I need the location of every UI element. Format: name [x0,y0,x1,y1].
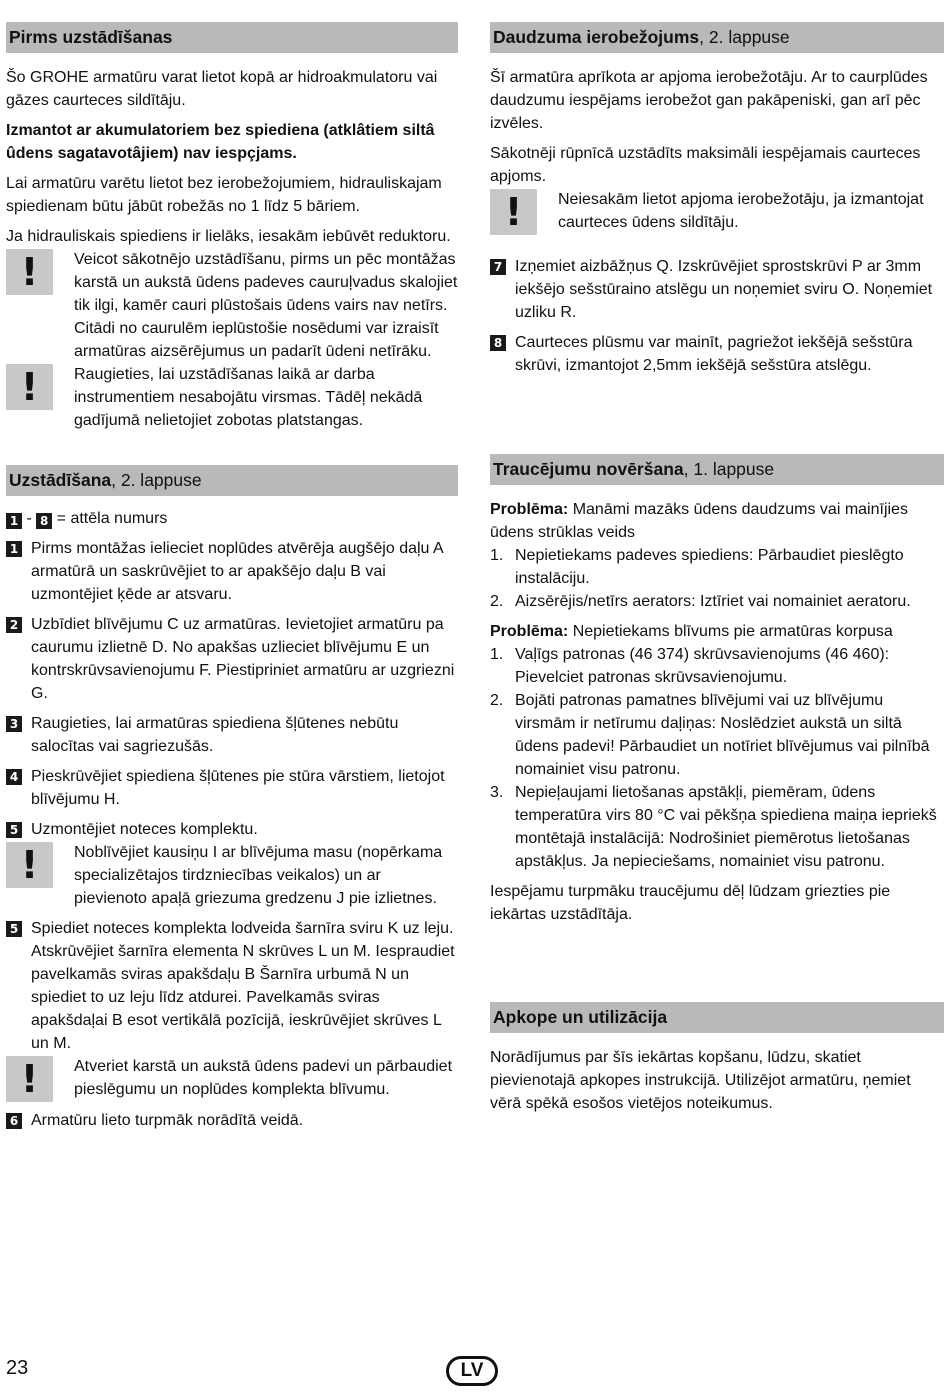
legend-separator: - [22,510,37,527]
problem-text: Manāmi mazāks ūdens daudzums vai mainījies ūdens strūklas veids [490,501,908,541]
step-text: Raugieties, lai armatūras spiediena šļūtenes nebūtu salocītas vai sagriezušās. [31,715,399,755]
step-text: Uzmontējiet noteces komplektu. [31,821,258,838]
list-item-number: 2. [490,692,504,709]
section-title: Apkope un utilizācija [493,1007,668,1027]
section-header-install [6,465,458,496]
warning-text: Atveriet karstā un aukstā ūdens padevi un pārbaudiet pieslēgumu un noplūdes komplekta blīvumu. [74,1058,453,1098]
page-number: 23 [6,1357,29,1379]
step-badge: 2 [6,617,22,633]
list-item [490,643,944,689]
warning-note [6,363,458,432]
install-step [6,1109,458,1132]
section-title-page: , 2. lappuse [699,27,790,47]
paragraph: Šī armatūra aprīkota ar apjoma ierobežotāju. Ar to caurplūdes daudzumu iespējams ierobežot gan pakāpeniski, gan arī pēc izvēles. [490,69,928,132]
warning-text: Noblīvējiet kausiņu I ar blīvējuma masu (nopērkama specializētajos tirdzniecības veikalos) un ar pievienoto apaļā griezuma gredzenu J pie izlietnes. [74,844,443,907]
section-title-page: , 2. lappuse [111,470,202,490]
section-header-troubleshooting [490,454,944,485]
step-text: Armatūru lieto turpmāk norādītā veidā. [31,1112,304,1129]
step-badge: 5 [6,822,22,838]
warning-note [6,1055,458,1102]
warning-text: Veicot sākotnējo uzstādīšanu, pirms un pēc montāžas karstā un aukstā ūdens padeves cauruļvadus skalojiet tik ilgi, kamēr cauri plūstošais ūdens vairs nav netīrs. Citādi no caurulēm ieplūstošie nosēdumi var izraisīt armatūras aizsērējumus un padarīt ūdeni netīrāku. [74,251,458,360]
figure-legend [6,507,458,530]
install-step [6,818,458,841]
section-title: Pirms uzstādīšanas [9,27,173,47]
step-badge: 5 [6,921,22,937]
exclamation-warning-icon: ! [6,842,53,888]
list-item-text: Nepieļaujami lietošanas apstākļi, piemēram, ūdens temperatūra virs 80 °C vai pēkšņa spiediena maiņa iepriekš montētajā instalācijā: Nodrošiniet piemērotus lietošanas apstākļus. Ja nepieciešams, nomainiet visu patronu. [515,784,937,870]
list-item [490,590,944,613]
problem-label: Problēma: [490,501,569,518]
step-badge: 3 [6,716,22,732]
warning-note [6,248,458,363]
step-text: Pirms montāžas ielieciet noplūdes atvērēja augšējo daļu A armatūrā un saskrūvējiet to ar apakšējo daļu B vai uzmontējiet ķēde ar atsvaru. [31,540,443,603]
install-step [6,765,458,811]
list-item [490,781,944,873]
paragraph: Norādījumus par šīs iekārtas kopšanu, lūdzu, skatiet pievienotajā apkopes instrukcijā. Utilizējot armatūru, ņemiet vērā spēkā esošos vietējos noteikumus. [490,1049,911,1112]
section-header-flow-limit [490,22,944,53]
paragraph: Ja hidrauliskais spiediens ir lielāks, iesakām iebūvēt reduktoru. [6,228,451,245]
flow-step [490,331,944,377]
section-title-bold: Uzstādīšana [9,470,112,490]
legend-text: = attēla numurs [52,510,168,527]
section-title-bold: Daudzuma ierobežojums [493,27,700,47]
warning-text: Neiesakām lietot apjoma ierobežotāju, ja izmantojat caurteces ūdens sildītāju. [558,191,924,231]
section-title-bold: Traucējumu novēršana [493,459,684,479]
paragraph: Lai armatūru varētu lietot bez ierobežojumiem, hidrauliskajam spiedienam būtu jābūt robežās no 1 līdz 5 bāriem. [6,175,442,215]
problem-statement [490,620,944,643]
flow-step [490,255,944,324]
step-text: Pieskrūvējiet spiediena šļūtenes pie stūra vārstiem, lietojot blīvējumu H. [31,768,445,808]
list-item-number: 1. [490,547,504,564]
section-header-pre-install [6,22,458,53]
paragraph-bold: Izmantot ar akumulatoriem bez spiediena (atklâtiem siltâ ûdens sagatavotâjiem) nav iespçjams. [6,122,435,162]
problem-label: Problēma: [490,623,569,640]
exclamation-warning-icon: ! [6,1056,53,1102]
exclamation-warning-icon: ! [6,249,53,295]
list-item-text: Bojāti patronas pamatnes blīvējumi vai uz blīvējumu virsmām ir netīrumu daļiņas: Noslēdziet aukstā un siltā ūdens padevi! Pārbaudiet un notīriet blīvējumus vai pilnībā nomainiet visu patronu. [515,692,930,778]
list-item [490,544,944,590]
section-header-care [490,1002,944,1033]
step-text: Caurteces plūsmu var mainīt, pagriežot iekšējā sešstūra skrūvi, izmantojot 2,5mm iekšējā sešstūra atslēgu. [515,334,913,374]
list-item [490,689,944,781]
step-badge: 6 [6,1113,22,1129]
install-step [6,613,458,705]
list-item-text: Nepietiekams padeves spiediens: Pārbaudiet pieslēgto instalāciju. [515,547,904,587]
paragraph: Sākotnēji rūpnīcā uzstādīts maksimāli iespējamais caurteces apjoms. [490,145,921,185]
step-badge: 8 [490,335,506,351]
step-badge: 7 [490,259,506,275]
warning-note [6,841,458,910]
exclamation-warning-icon: ! [6,364,53,410]
step-badge: 4 [6,769,22,785]
install-step [6,712,458,758]
solution-list [490,643,944,873]
install-step [6,537,458,606]
solution-list [490,544,944,613]
problem-text: Nepietiekams blīvums pie armatūras korpusa [568,623,893,640]
paragraph: Šo GROHE armatūru varat lietot kopā ar hidroakmulatoru vai gāzes caurteces sildītāju. [6,69,438,109]
section-title-page: , 1. lappuse [683,459,775,479]
exclamation-warning-icon: ! [490,189,537,235]
step-text: Spiediet noteces komplekta lodveida šarnīra sviru K uz leju. Atskrūvējiet šarnīra elementa N skrūves L un M. Iespraudiet pavelkamās sviras apakšdaļu B Šarnīra urbumā N un spiediet to uz leju līdz atdurei. Pavelkamās sviras apakšdaļai B esot vertikālā pozīcijā, ieskrūvējiet skrūves L un M. [31,920,455,1052]
paragraph: Iespējamu turpmāku traucējumu dēļ lūdzam griezties pie iekārtas uzstādītāja. [490,883,891,923]
list-item-number: 2. [490,593,504,610]
warning-text: Raugieties, lai uzstādīšanas laikā ar darba instrumentiem nesabojātu virsmas. Tādēļ nekādā gadījumā nelietojiet zobotas platstangas. [74,366,423,429]
step-badge: 1 [6,541,22,557]
right-column [490,22,944,1115]
list-item-text: Vaļīgs patronas (46 374) skrūvsavienojums (46 460): Pievelciet patronas skrūvsavienojumu. [515,646,890,686]
left-column [6,22,458,1132]
install-step [6,917,458,1055]
step-badge: 1 [6,513,22,529]
list-item-text: Aizsērējis/netīrs aerators: Iztīriet vai nomainiet aeratoru. [515,593,911,610]
problem-statement [490,498,944,544]
step-badge: 8 [36,513,52,529]
language-badge: LV [446,1356,498,1386]
step-text: Izņemiet aizbāžņus Q. Izskrūvējiet sprostskrūvi P ar 3mm iekšējo sešstūraino atslēgu un noņemiet sviru O. Noņemiet uzliku R. [515,258,933,321]
warning-note [490,188,944,235]
list-item-number: 3. [490,784,504,801]
step-text: Uzbīdiet blīvējumu C uz armatūras. Ievietojiet armatūru pa caurumu izlietnē D. No apakšas uzlieciet blīvējumu E un kontrskrūvsavienojumu F. Piestipriniet armatūru ar uzgriezni G. [31,616,455,702]
list-item-number: 1. [490,646,504,663]
